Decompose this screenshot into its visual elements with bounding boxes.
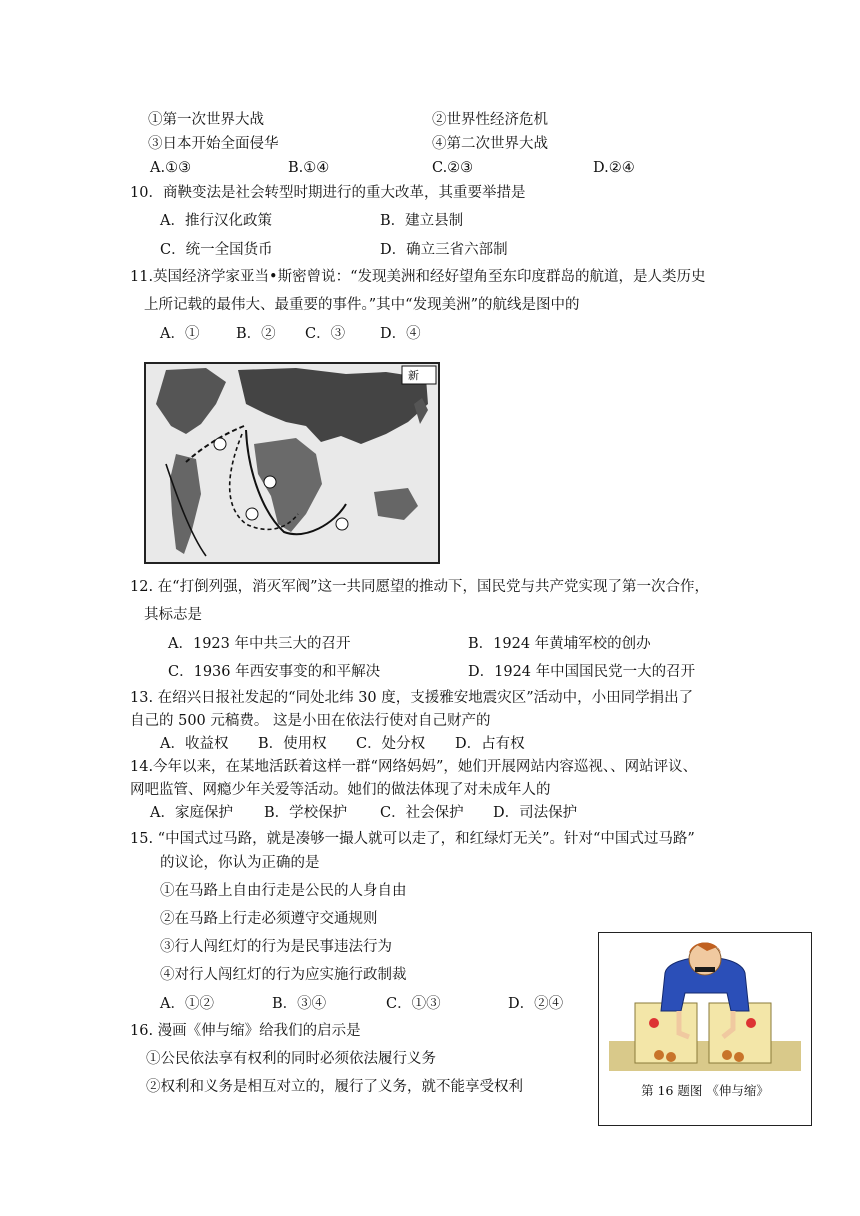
q15-option-d: D．②④: [508, 996, 564, 1012]
q13-option-d: D．占有权: [455, 736, 525, 752]
q9-option-a: A.①③: [150, 160, 192, 176]
q12-option-d: D．1924 年中国国民党一大的召开: [468, 664, 696, 680]
route-map-image: [144, 362, 440, 564]
q9-item-3: ③日本开始全面侵华: [148, 136, 279, 152]
q16-item-2: ②权利和义务是相互对立的，履行了义务，就不能享受权利: [146, 1079, 523, 1095]
q10-option-b: B．建立县制: [380, 213, 464, 229]
q9-option-b: B.①④: [288, 160, 330, 176]
q10-option-a: A．推行汉化政策: [160, 213, 272, 229]
q12-option-c: C．1936 年西安事变的和平解决: [168, 664, 381, 680]
q15-option-c: C．①③: [386, 996, 441, 1012]
q9-option-d: D.②④: [593, 160, 635, 176]
q11-option-a: A．①: [160, 326, 200, 342]
q15-item-1: ①在马路上自由行走是公民的人身自由: [160, 883, 407, 899]
q14-stem-line2: 网吧监管、网瘾少年关爱等活动。她们的做法体现了对未成年人的: [130, 782, 551, 798]
q13-option-c: C．处分权: [356, 736, 426, 752]
q9-item-4: ④第二次世界大战: [432, 136, 548, 152]
q13-stem-line1: 13. 在绍兴日报社发起的“同处北纬 30 度，支援雅安地震灾区”活动中，小田同学捐出了: [130, 690, 694, 706]
cartoon-figure: [598, 932, 812, 1126]
q10-stem: 10．商鞅变法是社会转型时期进行的重大改革，其重要举措是: [130, 185, 526, 201]
q12-stem-line1: 12. 在“打倒列强，消灭军阀”这一共同愿望的推动下，国民党与共产党实现了第一次合作，: [130, 579, 709, 595]
q14-option-c: C．社会保护: [380, 805, 464, 821]
world-map-drawing: [146, 364, 438, 562]
q9-item-2: ②世界性经济危机: [432, 112, 548, 128]
cartoon-caption: 第 16 题图 《伸与缩》: [641, 1083, 769, 1098]
q10-option-c: C．统一全国货币: [160, 242, 273, 258]
q15-item-4: ④对行人闯红灯的行为应实施行政制裁: [160, 967, 407, 983]
map-corner-label: 新: [408, 369, 419, 382]
q15-stem-line1: 15. “中国式过马路，就是凑够一撮人就可以走了，和红绿灯无关”。针对“中国式过马路”: [130, 831, 695, 847]
q13-option-a: A．收益权: [160, 736, 229, 752]
q11-stem-line2: 上所记载的最伟大、最重要的事件。”其中“发现美洲”的航线是图中的: [144, 297, 580, 313]
q12-option-b: B．1924 年黄埔军校的创办: [468, 636, 651, 652]
q12-stem-line2: 其标志是: [144, 607, 202, 623]
q13-option-b: B．使用权: [258, 736, 327, 752]
q15-option-b: B．③④: [272, 996, 327, 1012]
q15-option-a: A．①②: [160, 996, 214, 1012]
q10-option-d: D．确立三省六部制: [380, 242, 508, 258]
q15-stem-line2: 的议论，你认为正确的是: [160, 855, 320, 871]
q14-option-d: D．司法保护: [493, 805, 578, 821]
q15-item-2: ②在马路上行走必须遵守交通规则: [160, 911, 378, 927]
q14-option-a: A．家庭保护: [150, 805, 233, 821]
q9-item-1: ①第一次世界大战: [148, 112, 264, 128]
q11-stem-line1: 11.英国经济学家亚当•斯密曾说：“发现美洲和经好望角至东印度群岛的航道，是人类历史: [130, 269, 706, 285]
q14-stem-line1: 14.今年以来，在某地活跃着这样一群“网络妈妈”，她们开展网站内容巡视、、网站评议、: [130, 759, 698, 775]
q12-option-a: A．1923 年中共三大的召开: [168, 636, 351, 652]
q11-option-d: D．④: [380, 326, 421, 342]
q14-option-b: B．学校保护: [264, 805, 348, 821]
q9-option-c: C.②③: [432, 160, 474, 176]
q11-option-c: C．③: [305, 326, 346, 342]
q13-stem-line2: 自己的 500 元稿费。 这是小田在依法行使对自己财产的: [130, 713, 491, 729]
q16-item-1: ①公民依法享有权利的同时必须依法履行义务: [146, 1051, 436, 1067]
cartoon-drawing: [599, 933, 811, 1083]
q16-stem: 16. 漫画《伸与缩》给我们的启示是: [130, 1023, 361, 1039]
q11-option-b: B．②: [236, 326, 276, 342]
q15-item-3: ③行人闯红灯的行为是民事违法行为: [160, 939, 392, 955]
